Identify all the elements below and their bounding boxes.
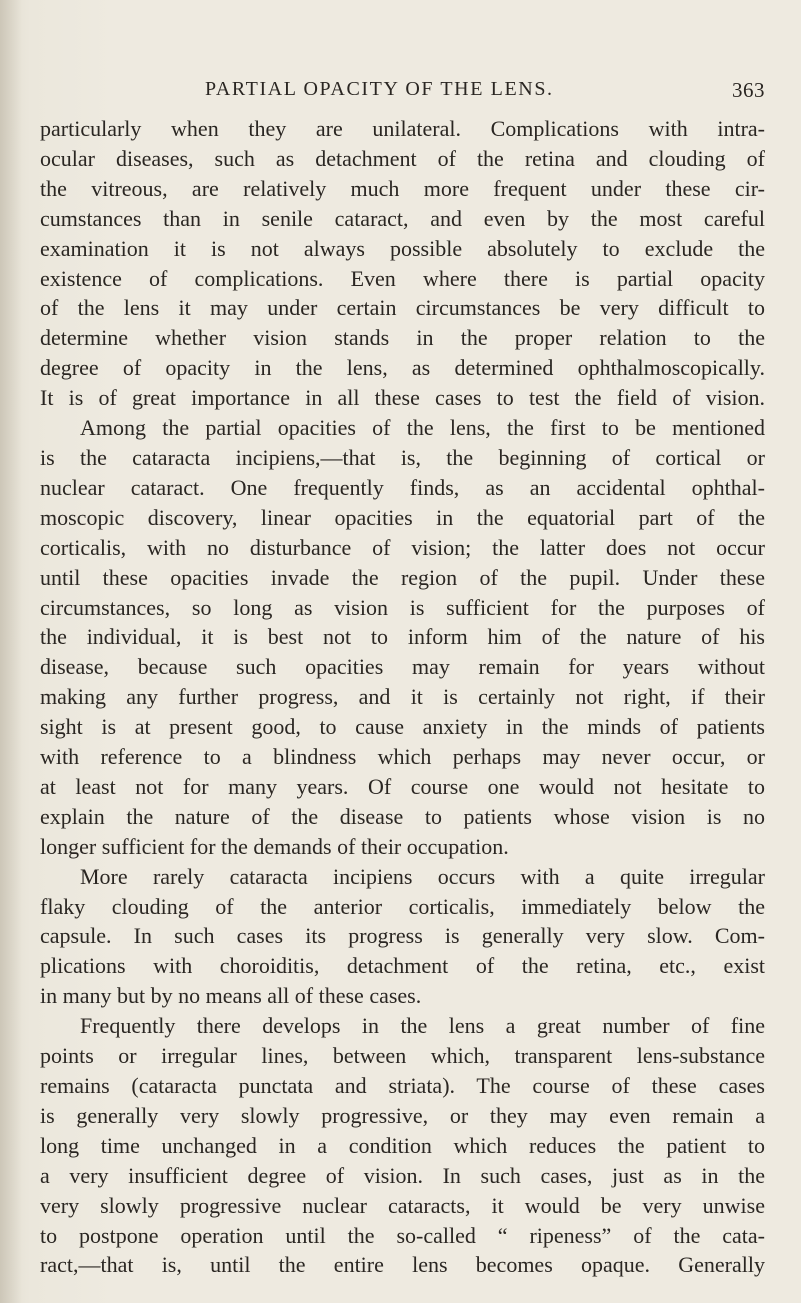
text-line: flaky clouding of the anterior corticalis, immediately below the [40, 893, 765, 919]
text-line: examination it is not always possible absolutely to exclude the [40, 235, 765, 261]
text-line: of the lens it may under certain circumstances be very difficult to [40, 295, 765, 321]
text-line: the individual, it is best not to inform him of the nature of his [40, 624, 765, 650]
body-text [40, 114, 765, 1280]
text-line: disease, because such opacities may remain for years without [40, 654, 765, 680]
text-line: making any further progress, and it is certainly not right, if their [40, 684, 765, 710]
paragraph-2 [40, 413, 765, 862]
running-head [205, 78, 765, 106]
text-line: to postpone operation until the so-called “ ripeness” of the cata- [40, 1222, 765, 1248]
text-line: nuclear cataract. One frequently finds, as an accidental ophthal- [40, 474, 765, 500]
text-line: Frequently there develops in the lens a great number of fine [80, 1013, 765, 1039]
text-line: points or irregular lines, between which, transparent lens-substance [40, 1043, 765, 1069]
text-line: circumstances, so long as vision is sufficient for the purposes of [40, 594, 765, 620]
text-line: is the cataracta incipiens,—that is, the beginning of cortical or [40, 444, 765, 470]
text-line: ract,—that is, until the entire lens becomes opaque. Generally [40, 1252, 765, 1278]
text-line: a very insufficient degree of vision. In such cases, just as in the [40, 1162, 765, 1188]
text-line: moscopic discovery, linear opacities in the equatorial part of the [40, 504, 765, 530]
text-line: plications with choroiditis, detachment of the retina, etc., exist [40, 953, 765, 979]
text-line: very slowly progressive nuclear cataracts, it would be very unwise [40, 1192, 765, 1218]
text-line: is generally very slowly progressive, or they may even remain a [40, 1102, 765, 1128]
text-line: explain the nature of the disease to patients whose vision is no [40, 803, 765, 829]
running-title: PARTIAL OPACITY OF THE LENS. [205, 78, 554, 100]
paragraph-3 [40, 862, 765, 1012]
text-line: in many but by no means all of these cases. [40, 983, 422, 1009]
text-line: longer sufficient for the demands of their occupation. [40, 833, 509, 859]
paragraph-1 [40, 114, 765, 413]
text-line: degree of opacity in the lens, as determined ophthalmoscopically. [40, 355, 765, 381]
paragraph-4 [40, 1011, 765, 1280]
text-line: sight is at present good, to cause anxiety in the minds of patients [40, 714, 765, 740]
text-line: the vitreous, are relatively much more frequent under these cir- [40, 175, 765, 201]
text-line: corticalis, with no disturbance of vision; the latter does not occur [40, 534, 765, 560]
page-number: 363 [732, 78, 765, 102]
text-line: remains (cataracta punctata and striata). The course of these cases [40, 1073, 765, 1098]
text-line: cumstances than in senile cataract, and even by the most careful [40, 205, 765, 231]
text-line: until these opacities invade the region of the pupil. Under these [40, 564, 765, 590]
text-line: capsule. In such cases its progress is generally very slow. Com- [40, 923, 765, 949]
text-line: at least not for many years. Of course one would not hesitate to [40, 773, 765, 799]
text-line: existence of complications. Even where there is partial opacity [40, 265, 765, 291]
text-line: determine whether vision stands in the proper relation to the [40, 325, 765, 351]
text-line: ocular diseases, such as detachment of the retina and clouding of [40, 145, 765, 171]
text-line: Among the partial opacities of the lens, the first to be mentioned [80, 415, 765, 441]
text-line: particularly when they are unilateral. Complications with intra- [40, 116, 765, 141]
binding-shadow [0, 0, 22, 1303]
text-line: More rarely cataracta incipiens occurs with a quite irregular [80, 863, 765, 889]
text-line: It is of great importance in all these cases to test the field of vision. [40, 385, 765, 411]
text-line: long time unchanged in a condition which reduces the patient to [40, 1132, 765, 1158]
text-line: with reference to a blindness which perhaps may never occur, or [40, 744, 765, 770]
